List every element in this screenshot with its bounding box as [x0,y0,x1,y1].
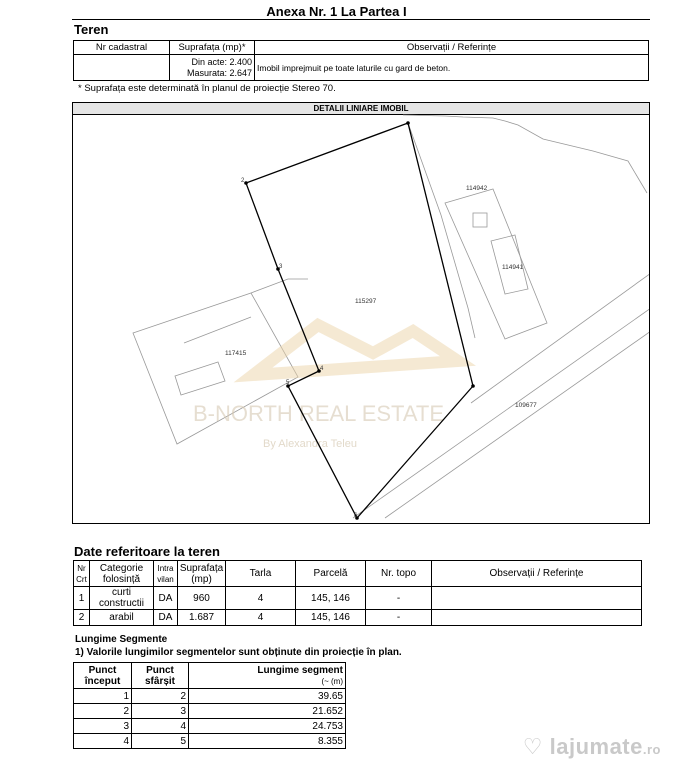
date-teren-row-2 [74,610,642,626]
segmente-table [73,662,346,749]
row1-observatii [432,587,642,610]
col-nr-topo: Nr. topo [366,561,432,587]
teren-section-title: Teren [74,22,109,37]
segmente-header-row [74,663,346,689]
col-punct-inceput: Punct început [74,663,132,689]
heart-icon: ♡ [522,734,550,759]
vertex-label-6: 6 [354,513,358,519]
col-observatii-referinte: Observații / Referințe [432,561,642,587]
vertex-label-2: 2 [241,178,245,184]
row2-observatii [432,610,642,626]
segment-row: 4 5 8.355 [74,734,346,749]
road-edge-3 [471,273,650,403]
date-teren-row-1 [74,587,642,610]
col-observatii: Observații / Referințe [255,41,649,55]
right-parcel-outline [445,189,547,339]
col-categorie: Categorie folosință [90,561,154,587]
col-suprafata-mp: Suprafața (mp) [178,561,226,587]
vertex-points [244,121,475,520]
row2-intravilan: DA [154,610,178,626]
suprafata-masurata: Masurata: 2.647 [186,67,252,78]
vertex-label-3: 3 [279,264,283,270]
row1-intravilan: DA [154,587,178,610]
watermark-text: B-NORTH REAL ESTATE [193,401,445,426]
row2-nr-topo: - [366,610,432,626]
row2-categorie: arabil [90,610,154,626]
col-parcela: Parcelă [296,561,366,587]
left-inner-line [184,317,251,343]
row1-suprafata: 960 [178,587,226,610]
label-parcel-left: 117415 [225,350,247,357]
left-parcel-extension [251,279,308,293]
row2-suprafata: 1.687 [178,610,226,626]
parcel-drawing [72,102,650,524]
vertex-label-4: 4 [320,366,324,372]
watermark-subtext: By Alexandra Teleu [263,438,357,450]
row1-parcela: 145, 146 [296,587,366,610]
row1-nr-topo: - [366,587,432,610]
col-punct-sfarsit: Punct sfârșit [132,663,189,689]
teren-header-row [74,41,649,55]
watermark-logo-roof [253,325,458,375]
label-parcel-main: 115297 [355,298,377,305]
row2-parcela: 145, 146 [296,610,366,626]
col-tarla: Tarla [226,561,296,587]
main-parcel-boundary [246,123,473,518]
parcel-plan-svg [73,103,650,524]
teren-row [74,55,649,81]
site-watermark: ♡ lajumate.ro [522,734,661,759]
neighbor-boundary-top [403,115,647,193]
nr-cadastral-value [74,55,170,81]
row1-tarla: 4 [226,587,296,610]
suprafata-din-acte: Din acte: 2.400 [191,56,252,67]
drawing-header: DETALII LINIARE IMOBIL [73,103,649,115]
segmente-subtitle: 1) Valorile lungimilor segmentelor sunt obținute din proiecție în plan. [75,647,402,658]
observatii-value: Imobil imprejmuit pe toate laturile cu gard de beton. [255,55,649,81]
row2-tarla: 4 [226,610,296,626]
col-nr-crt: Nr Crt [74,561,90,587]
teren-table [73,40,649,81]
label-parcel-road: 109677 [515,402,537,409]
date-teren-header-row [74,561,642,587]
date-teren-table [73,560,642,626]
vertex-label-5: 5 [286,380,290,386]
col-suprafata: Suprafața (mp)* [170,41,255,55]
segment-row: 2 3 21.652 [74,704,346,719]
col-intravilan: Intra vilan [154,561,178,587]
vertex-7 [471,384,475,388]
segment-row: 1 2 39.65 [74,689,346,704]
col-nr-cadastral: Nr cadastral [74,41,170,55]
row1-categorie: curti constructii [90,587,154,610]
document-title: Anexa Nr. 1 La Partea I [266,4,407,19]
col-lungime-segment: Lungime segment (~ (m) [189,663,346,689]
vertex-1 [406,121,410,125]
right-small-building [473,213,487,227]
projection-note: * Suprafața este determinată în planul de proiecție Stereo 70. [78,83,336,94]
suprafata-value [170,55,255,81]
segment-row: 3 4 24.753 [74,719,346,734]
date-teren-section-title: Date referitoare la teren [74,544,220,559]
vertex-2 [244,181,248,185]
segmente-title: Lungime Segmente [75,634,168,645]
left-building [175,362,225,395]
row2-nr: 2 [74,610,90,626]
row1-nr: 1 [74,587,90,610]
neighbor-boundary-right [408,123,475,338]
label-parcel-right-building: 114941 [502,264,524,271]
label-parcel-right-top: 114942 [466,185,488,192]
